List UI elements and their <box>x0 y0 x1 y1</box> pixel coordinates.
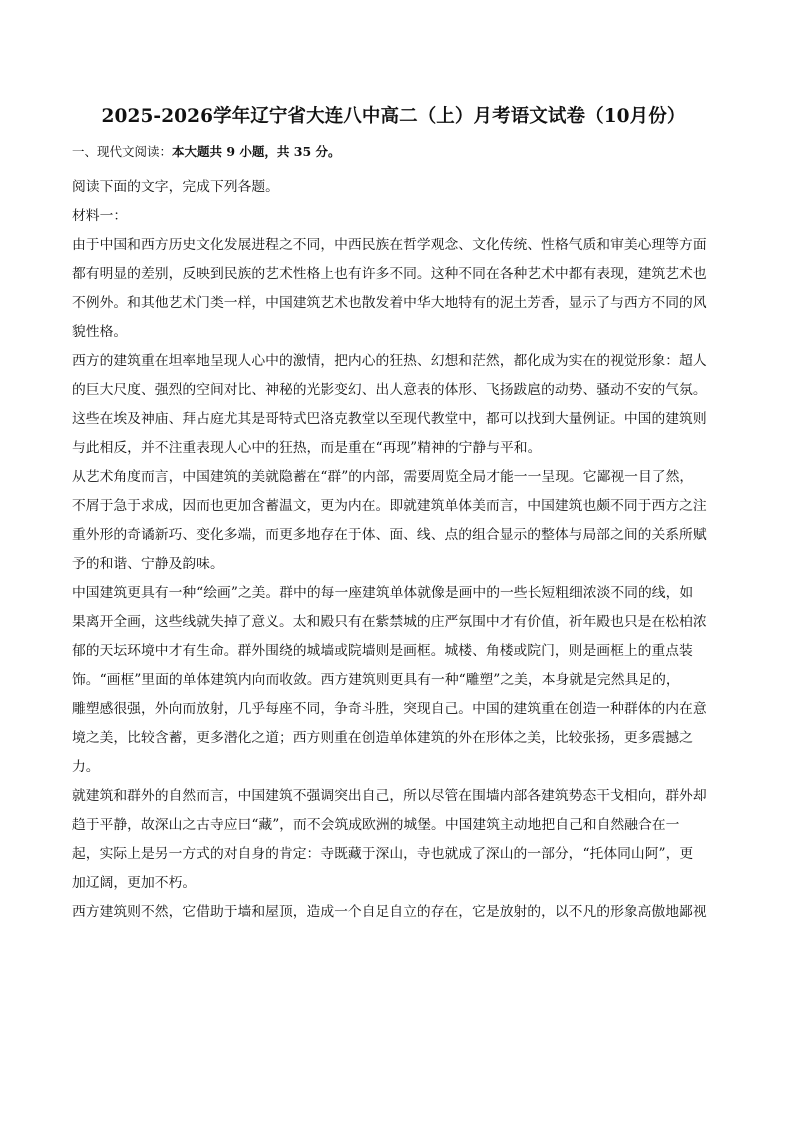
text-line: 不例外。和其他艺术门类一样，中国建筑艺术也散发着中华大地特有的泥土芳香，显示了与西方不同的风 <box>72 295 707 311</box>
paragraph <box>72 231 715 347</box>
text-line: 西方建筑则不然，它借助于墙和屋顶，造成一个自足自立的存在，它是放射的，以不凡的形象高傲地鄙视 <box>72 904 707 920</box>
text-line: 西方的建筑重在坦率地呈现人心中的激情，把内心的狂热、幻想和茫然，都化成为实在的视觉形象：超人 <box>72 353 707 369</box>
text-line: 不屑于急于求成，因而也更加含蓄温文，更为内在。即就建筑单体美而言，中国建筑也颇不同于西方之注 <box>72 498 707 514</box>
reading-instruction: 阅读下面的文字，完成下列各题。 <box>72 179 279 195</box>
text-line: 重外形的奇谲新巧、变化多端，而更多地存在于体、面、线、点的组合显示的整体与局部之间的关系所赋 <box>72 527 707 543</box>
text-line: 中国建筑更具有一种“绘画”之美。群中的每一座建筑单体就像是画中的一些长短粗细浓淡不同的线，如 <box>72 585 694 601</box>
text-line: 从艺术角度而言，中国建筑的美就隐蓄在“群”的内部，需要周览全局才能一一呈现。它鄙视一目了然， <box>72 469 694 485</box>
text-line: 与此相反，并不注重表现人心中的狂热，而是重在“再现”精神的宁静与平和。 <box>72 440 542 456</box>
paragraph <box>72 898 715 927</box>
paragraph <box>72 463 715 579</box>
text-line: 的巨大尺度、强烈的空间对比、神秘的光影变幻、出人意表的体形、飞扬跋扈的动势、骚动不安的气氛。 <box>72 382 707 398</box>
section-description: 本大题共 9 小题，共 35 分。 <box>172 144 341 159</box>
text-line: 郁的天坛环境中才有生命。群外围绕的城墙或院墙则是画框。城楼、角楼或院门，则是画框上的重点装 <box>72 643 693 659</box>
text-line: 雕塑感很强，外向而放射，几乎每座不同，争奇斗胜，突现自己。中国的建筑重在创造一种群体的内在意 <box>72 701 707 717</box>
text-line: 都有明显的差别，反映到民族的艺术性格上也有许多不同。这种不同在各种艺术中都有表现，建筑艺术也 <box>72 266 707 282</box>
section-heading <box>72 141 715 163</box>
text-line: 境之美，比较含蓄，更多潜化之道；西方则重在创造单体建筑的外在形体之美，比较张扬，更多震撼之 <box>72 730 693 746</box>
section-name: 一、现代文阅读： <box>72 144 173 159</box>
paragraph <box>72 782 715 898</box>
paragraph <box>72 347 715 463</box>
text-line: 力。 <box>72 759 100 775</box>
text-line: 这些在埃及神庙、拜占庭尤其是哥特式巴洛克教堂以至现代教堂中，都可以找到大量例证。中国的建筑则 <box>72 411 707 427</box>
text-line: 由于中国和西方历史文化发展进程之不同，中西民族在哲学观念、文化传统、性格气质和审美心理等方面 <box>72 237 707 253</box>
paragraph <box>72 579 715 782</box>
text-line: 果离开全画，这些线就失掉了意义。太和殿只有在紫禁城的庄严氛围中才有价值，祈年殿也只是在松柏浓 <box>72 614 707 630</box>
text-line: 起，实际上是另一方式的对自身的肯定：寺既藏于深山，寺也就成了深山的一部分，“托体同山阿”，更 <box>72 846 694 862</box>
text-line: 趋于平静，故深山之古寺应曰“藏”，而不会筑成欧洲的城堡。中国建筑主动地把自己和自然融合在一 <box>72 817 680 833</box>
material-label: 材料一： <box>72 208 128 224</box>
text-line: 貌性格。 <box>72 324 128 340</box>
text-line: 予的和谐、宁静及韵味。 <box>72 556 224 572</box>
exam-title: 2025-2026学年辽宁省大连八中高二（上）月考语文试卷（10月份） <box>101 106 686 127</box>
text-line: 就建筑和群外的自然而言，中国建筑不强调突出自己，所以尽管在围墙内部各建筑势态干戈相向，群外却 <box>72 788 707 804</box>
text-line: 饰。“画框”里面的单体建筑内向而收敛。西方建筑则更具有一种“雕塑”之美，本身就是完然具足的， <box>72 672 680 688</box>
text-line: 加辽阔，更加不朽。 <box>72 875 197 891</box>
